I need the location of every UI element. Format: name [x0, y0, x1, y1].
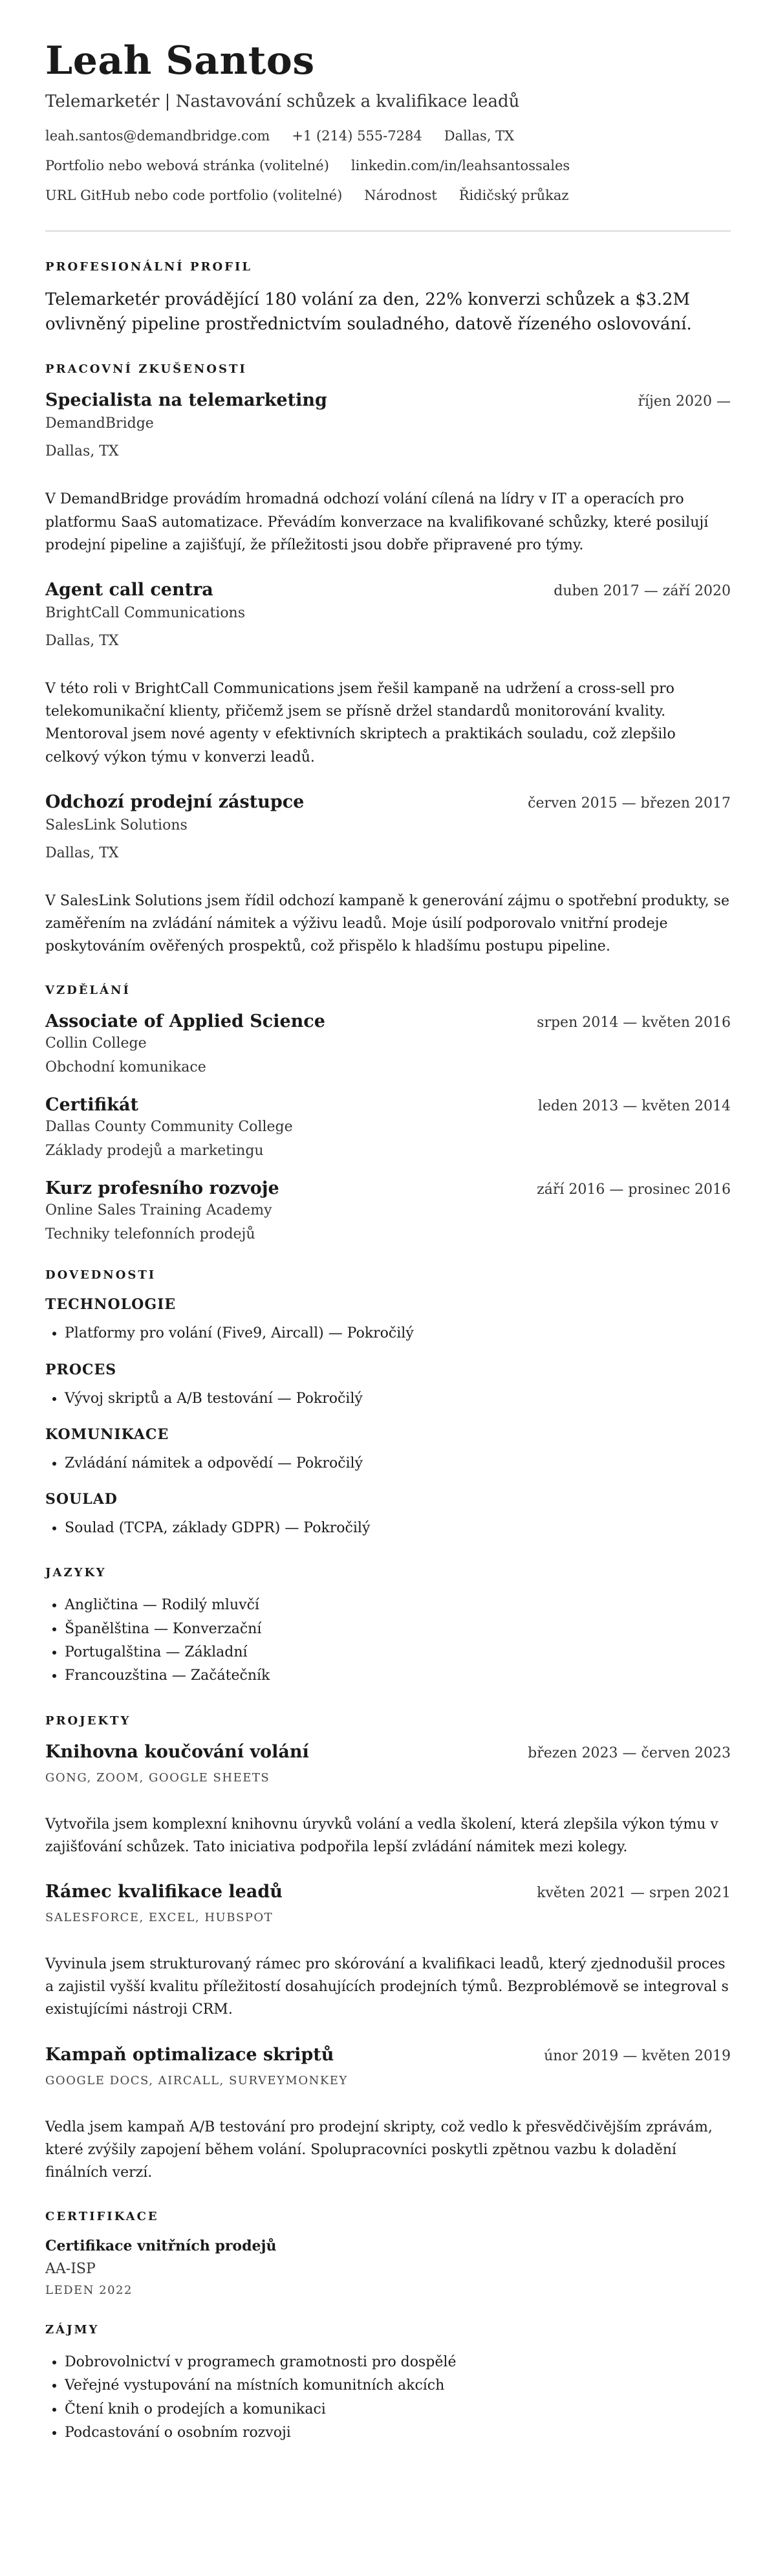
language-item: • Francouzština — Začátečník: [65, 1664, 731, 1688]
driving-license: Řidičský průkaz: [458, 188, 569, 203]
location: Dallas, TX: [444, 128, 515, 144]
experience-section: [45, 362, 731, 958]
experience-heading: PRACOVNÍ ZKUŠENOSTI: [45, 362, 247, 377]
certification-date: LEDEN 2022: [45, 2284, 133, 2298]
job-location: Dallas, TX: [45, 443, 119, 460]
skill-item: • Soulad (TCPA, základy GDPR) — Pokročilý: [65, 1517, 731, 1540]
contact-row-2: [45, 158, 731, 173]
project-description: Vyvinula jsem strukturovaný rámec pro skórování a kvalifikaci leadů, který zjednodušil proces a zajistil vyšší kvalitu příležitostí dosahujících prodejních týmů. Bezproblémově se integroval s existujícími nástroji CRM.: [45, 1956, 729, 2018]
project-description: Vedla jsem kampaň A/B testování pro prodejní skripty, což vedlo k přesvědčivějším zprávám, které zvýšily zapojení během volání. Spolupracovníci poskytli zpětnou vazbu k doladění finálních verzí.: [45, 2119, 713, 2181]
degree-title: Certifikát: [45, 1095, 138, 1116]
email-link[interactable]: leah.santos@demandbridge.com: [45, 128, 270, 144]
job-location: Dallas, TX: [45, 632, 119, 649]
experience-entry: [45, 580, 731, 769]
profile-heading: PROFESIONÁLNÍ PROFIL: [45, 260, 253, 274]
project-date: březen 2023 — červen 2023: [528, 1745, 731, 1761]
job-date: červen 2015 — březen 2017: [528, 795, 731, 811]
languages-section: [45, 1566, 731, 1688]
candidate-name: Leah Santos: [45, 38, 315, 83]
skill-category: PROCES: [45, 1361, 117, 1378]
job-description: V SalesLink Solutions jsem řídil odchozí kampaně k generování zájmu o spotřební produkty, se zaměřením na zvládání námitek a výživu leadů. Moje úsilí podporovalo vnitřní prodeje poskytováním ověřených prospektů, což přispělo k hladšímu postupu pipeline.: [45, 892, 729, 955]
project-date: únor 2019 — květen 2019: [544, 2047, 731, 2064]
company-name: BrightCall Communications: [45, 604, 246, 621]
interest-item: • Podcastování o osobním rozvoji: [65, 2421, 731, 2445]
skill-group: [45, 1491, 731, 1540]
skill-group: [45, 1426, 731, 1475]
languages-heading: JAZYKY: [45, 1566, 107, 1580]
interest-item: • Dobrovolnictví v programech gramotnosti pro dospělé: [65, 2351, 731, 2374]
headline: Telemarketér | Nastavování schůzek a kvalifikace leadů: [45, 92, 520, 111]
degree-title: Associate of Applied Science: [45, 1011, 325, 1032]
language-item: • Portugalština — Základní: [65, 1641, 731, 1664]
profile-section: [45, 260, 731, 336]
education-entry: [45, 1095, 731, 1159]
education-entry: [45, 1011, 731, 1075]
education-date: září 2016 — prosinec 2016: [537, 1182, 731, 1198]
degree-title: Kurz profesního rozvoje: [45, 1178, 279, 1199]
skill-item: • Vývoj skriptů a A/B testování — Pokročilý: [65, 1387, 731, 1411]
nationality: Národnost: [364, 188, 437, 203]
phone-number[interactable]: +1 (214) 555-7284: [292, 128, 422, 144]
certifications-heading: CERTIFIKACE: [45, 2210, 159, 2224]
skill-group: [45, 1361, 731, 1411]
resume-header: [45, 38, 731, 203]
company-name: SalesLink Solutions: [45, 817, 188, 833]
field-of-study: Obchodní komunikace: [45, 1059, 206, 1076]
project-name: Knihovna koučování volání: [45, 1741, 309, 1762]
project-tech: SALESFORCE, EXCEL, HUBSPOT: [45, 1911, 274, 1924]
field-of-study: Techniky telefonních prodejů: [45, 1226, 255, 1243]
education-date: leden 2013 — květen 2014: [537, 1098, 731, 1115]
certification-issuer: AA-ISP: [45, 2261, 96, 2278]
skills-heading: DOVEDNOSTI: [45, 1268, 156, 1282]
project-tech: GOOGLE DOCS, AIRCALL, SURVEYMONKEY: [45, 2073, 348, 2087]
github-link[interactable]: URL GitHub nebo code portfolio (volitelné): [45, 188, 343, 203]
contact-row-1: [45, 128, 731, 144]
education-entry: [45, 1178, 731, 1242]
certification-name: Certifikace vnitřních prodejů: [45, 2238, 277, 2255]
portfolio-link[interactable]: Portfolio nebo webová stránka (volitelné): [45, 158, 329, 173]
header-divider: [45, 230, 731, 232]
school-name: Dallas County Community College: [45, 1119, 293, 1136]
interest-item: • Čtení knih o prodejích a komunikaci: [65, 2398, 731, 2421]
job-description: V této roli v BrightCall Communications jsem řešil kampaně na udržení a cross-sell pro telekomunikační klienty, přičemž jsem se přísně držel standardů monitorování kvality. Mentoroval jsem nové agenty v efektivních skriptech a praktikách souladu, což zlepšilo celkový výkon týmu v konverzi leadů.: [45, 680, 676, 765]
project-name: Rámec kvalifikace leadů: [45, 1882, 283, 1902]
education-date: srpen 2014 — květen 2016: [537, 1015, 731, 1031]
school-name: Online Sales Training Academy: [45, 1202, 272, 1219]
company-name: DemandBridge: [45, 415, 154, 432]
language-item: • Angličtina — Rodilý mluvčí: [65, 1594, 731, 1617]
project-entry: [45, 1882, 731, 2021]
linkedin-link[interactable]: linkedin.com/in/leahsantossales: [350, 158, 570, 173]
skill-category: KOMUNIKACE: [45, 1426, 169, 1443]
project-tech: GONG, ZOOM, GOOGLE SHEETS: [45, 1770, 270, 1785]
project-date: květen 2021 — srpen 2021: [537, 1885, 731, 1901]
project-entry: [45, 1742, 731, 1858]
interests-section: [45, 2323, 731, 2445]
job-title: Specialista na telemarketing: [45, 390, 327, 411]
job-title: Odchozí prodejní zástupce: [45, 791, 305, 812]
project-entry: [45, 2045, 731, 2185]
certification-entry: [45, 2238, 731, 2297]
job-title: Agent call centra: [45, 579, 213, 600]
job-date: říjen 2020 —: [638, 393, 731, 410]
certifications-section: [45, 2210, 731, 2297]
skill-category: SOULAD: [45, 1491, 118, 1508]
project-description: Vytvořila jsem komplexní knihovnu úryvků volání a vedla školení, která zlepšila výkon týmu v zajišťování schůzek. Tato iniciativa podpořila lepší zvládání námitek mezi kolegy.: [45, 1816, 718, 1855]
job-description: V DemandBridge provádím hromadná odchozí volání cílená na lídry v IT a operacích pro platformu SaaS automatizace. Převádím konverzace na kvalifikované schůzky, které posilují prodejní pipeline a zajišťují, že příležitosti jsou dobře připravené pro týmy.: [45, 491, 709, 553]
projects-heading: PROJEKTY: [45, 1713, 131, 1728]
experience-entry: [45, 390, 731, 556]
experience-entry: [45, 792, 731, 958]
skill-category: TECHNOLOGIE: [45, 1296, 177, 1314]
interest-item: • Veřejné vystupování na místních komunitních akcích: [65, 2374, 731, 2397]
projects-section: [45, 1714, 731, 2185]
job-location: Dallas, TX: [45, 844, 119, 861]
language-item: • Španělština — Konverzační: [65, 1618, 731, 1641]
profile-summary: Telemarketér provádějící 180 volání za den, 22% konverzi schůzek a $3.2M ovlivněný pipeline prostřednictvím souladného, datově řízeného oslovování.: [45, 290, 692, 334]
skill-item: • Zvládání námitek a odpovědí — Pokročilý: [65, 1452, 731, 1475]
school-name: Collin College: [45, 1035, 147, 1052]
skills-section: [45, 1268, 731, 1540]
education-section: [45, 984, 731, 1242]
project-name: Kampaň optimalizace skriptů: [45, 2044, 334, 2065]
skill-item: • Platformy pro volání (Five9, Aircall) — Pokročilý: [65, 1322, 731, 1345]
job-date: duben 2017 — září 2020: [554, 582, 731, 599]
skill-group: [45, 1296, 731, 1345]
interests-heading: ZÁJMY: [45, 2323, 100, 2337]
field-of-study: Základy prodejů a marketingu: [45, 1143, 264, 1160]
contact-row-3: [45, 188, 731, 203]
education-heading: VZDĚLÁNÍ: [45, 984, 131, 998]
